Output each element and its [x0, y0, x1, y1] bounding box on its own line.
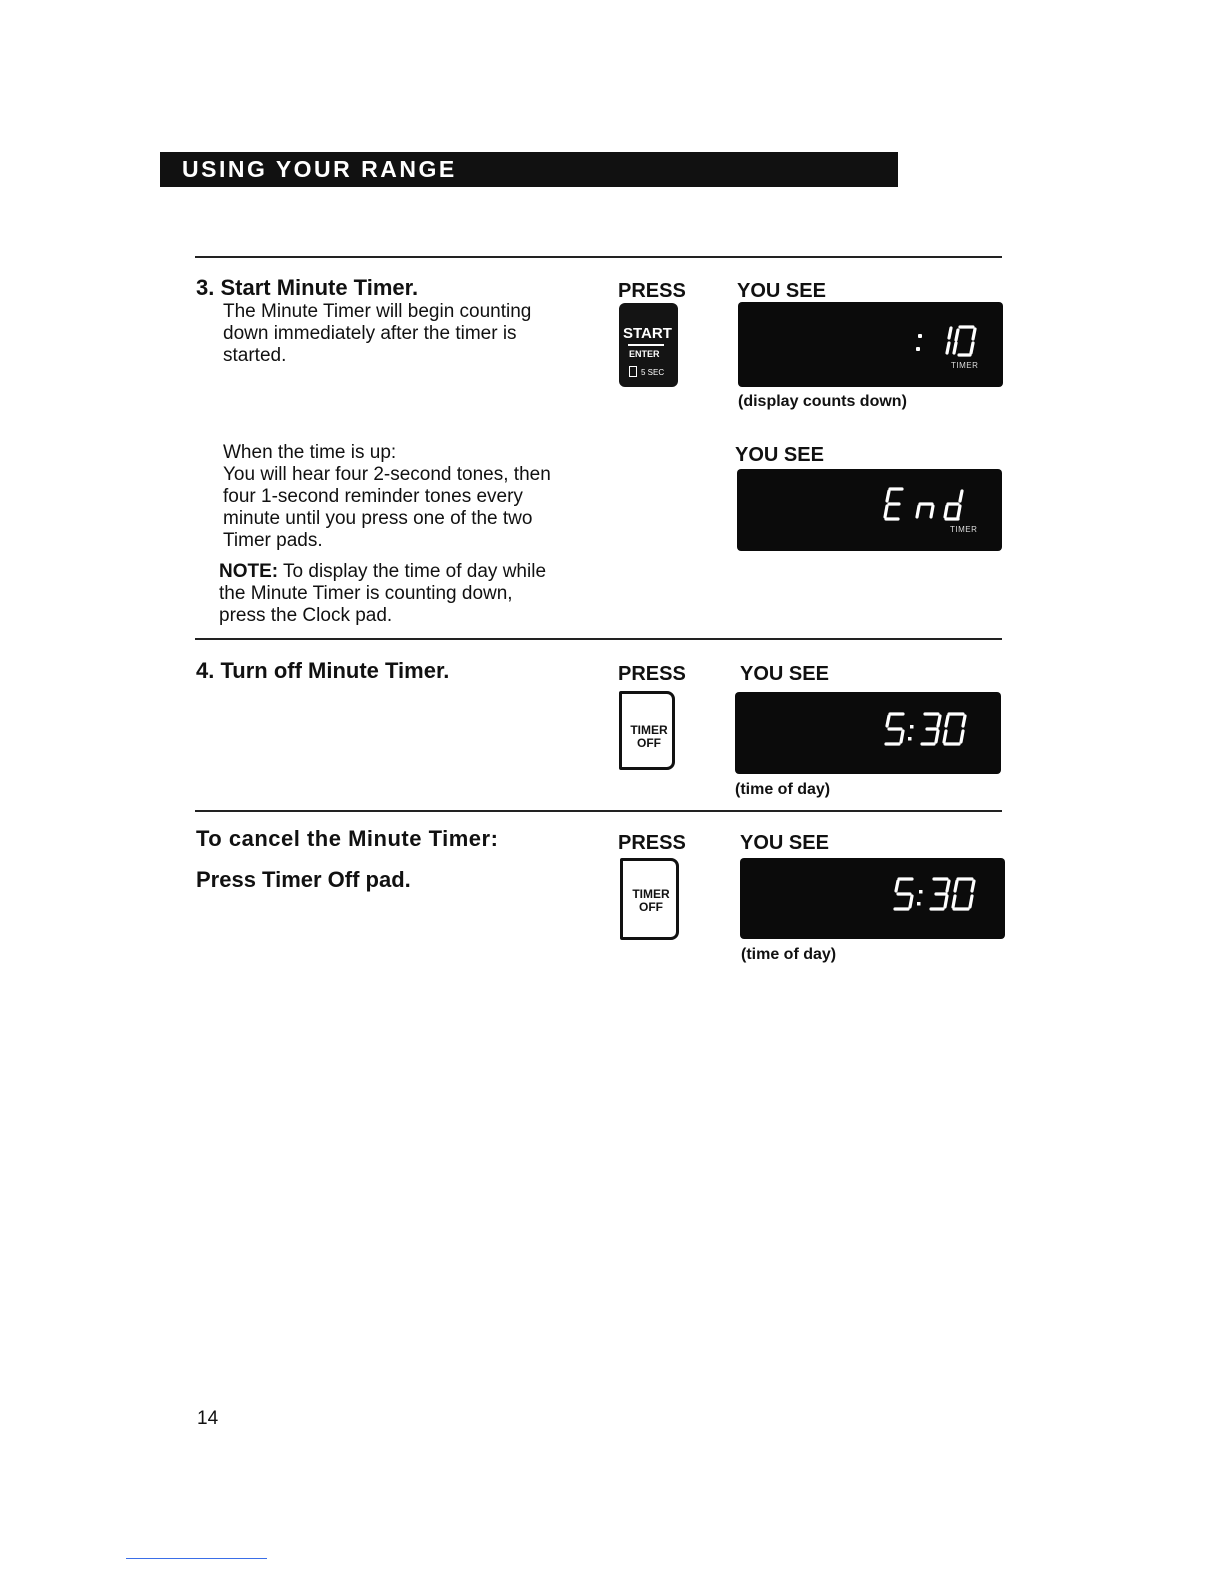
lock-icon [629, 366, 637, 377]
end-display [737, 469, 1002, 551]
divider [195, 256, 1002, 258]
text-line: Timer pads. [223, 530, 323, 551]
press-header: PRESS [618, 663, 686, 685]
segment-digits [883, 710, 975, 752]
text-line: four 1-second reminder tones every [223, 486, 523, 507]
time-display [740, 858, 1005, 939]
divider [195, 638, 1002, 640]
colon-dot [916, 347, 920, 351]
you-see-header: YOU SEE [737, 280, 826, 302]
timer-off-pad[interactable] [620, 858, 679, 940]
time-display [735, 692, 1001, 774]
step-3-description [223, 301, 531, 367]
start-label: START [623, 325, 672, 342]
timer-indicator: TIMER [951, 361, 979, 370]
time-up-text [223, 442, 551, 552]
you-see-header: YOU SEE [740, 663, 829, 685]
timer-indicator: TIMER [950, 525, 978, 534]
timer-off-pad[interactable] [619, 691, 675, 770]
divider [195, 810, 1002, 812]
page-number: 14 [197, 1408, 219, 1429]
step-3-title: 3. Start Minute Timer. [196, 275, 419, 300]
step-4-title: 4. Turn off Minute Timer. [196, 658, 450, 683]
pad-label-line: TIMER [630, 723, 668, 737]
cancel-title: To cancel the Minute Timer: [196, 826, 499, 851]
note-text [219, 561, 546, 627]
cancel-subtitle: Press Timer Off pad. [196, 867, 411, 892]
text-line: You will hear four 2-second tones, then [223, 464, 551, 485]
colon-dot [918, 334, 922, 338]
display-caption: (display counts down) [738, 393, 907, 410]
start-enter-pad[interactable] [619, 303, 678, 387]
section-title: USING YOUR RANGE [182, 156, 457, 182]
note-label: NOTE: [219, 561, 279, 582]
pad-label-line: TIMER [632, 887, 670, 901]
text-line: the Minute Timer is counting down, [219, 583, 513, 604]
pad-label-line: OFF [637, 736, 661, 750]
press-header: PRESS [618, 280, 686, 302]
enter-label: ENTER [629, 349, 660, 359]
you-see-header: YOU SEE [735, 444, 824, 466]
text-line: To display the time of day while [278, 561, 547, 582]
text-line: When the time is up: [223, 442, 397, 463]
press-header: PRESS [618, 832, 686, 854]
segment-digits [892, 875, 984, 917]
display-caption: (time of day) [741, 946, 837, 963]
segment-digits [943, 322, 983, 362]
pad-label [626, 888, 676, 914]
pad-label [625, 724, 673, 750]
text-line: minute until you press one of the two [223, 508, 533, 529]
text-line: press the Clock pad. [219, 605, 393, 626]
pad-label-line: OFF [639, 900, 663, 914]
five-sec-label: 5 SEC [641, 368, 665, 377]
text-line: started. [223, 345, 287, 366]
text-line: down immediately after the timer is [223, 323, 517, 344]
pad-divider [628, 344, 664, 346]
timer-display [738, 302, 1003, 387]
segment-digits [882, 485, 982, 527]
you-see-header: YOU SEE [740, 832, 829, 854]
text-line: The Minute Timer will begin counting [223, 301, 532, 322]
display-caption: (time of day) [735, 781, 831, 798]
footer-line [126, 1558, 267, 1559]
section-header-bar [160, 152, 898, 187]
